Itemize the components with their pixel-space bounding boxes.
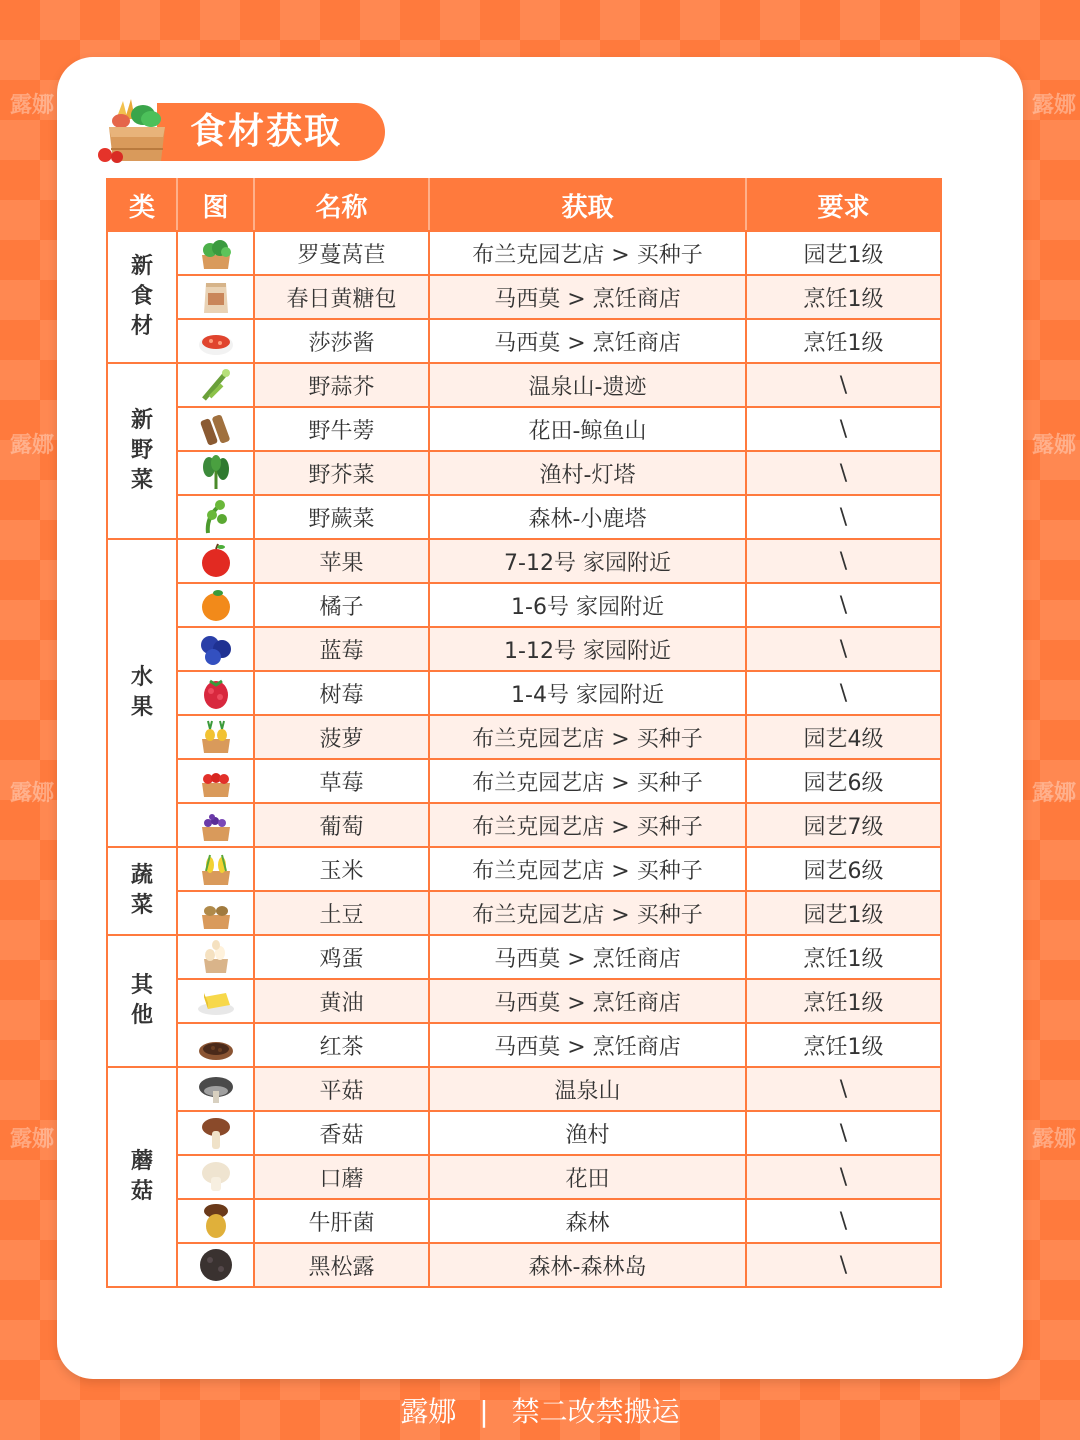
ingredient-image-cell [177,1199,254,1243]
ingredient-requirement: 园艺1级 [746,891,941,935]
ingredient-name: 春日黄糖包 [254,275,429,319]
table-row [107,1155,941,1199]
watermark: 露娜 [10,93,55,118]
salsa-bowl-icon [196,321,236,361]
ingredient-requirement: 园艺4级 [746,715,941,759]
table-row [107,671,941,715]
ingredient-source: 马西莫 > 烹饪商店 [429,1023,746,1067]
table-row [107,1111,941,1155]
ingredient-requirement: \ [746,1067,941,1111]
ingredient-image-cell [177,803,254,847]
ingredient-requirement: 烹饪1级 [746,979,941,1023]
ingredient-name: 橘子 [254,583,429,627]
corn-crate-icon [196,849,236,889]
ingredient-source: 布兰克园艺店 > 买种子 [429,891,746,935]
ingredient-name: 平菇 [254,1067,429,1111]
ingredient-source: 7-12号 家园附近 [429,539,746,583]
ingredient-source: 布兰克园艺店 > 买种子 [429,231,746,275]
ingredient-image-cell [177,979,254,1023]
table-row [107,1199,941,1243]
header-requirement: 要求 [746,179,941,231]
table-row [107,231,941,275]
ingredient-name: 土豆 [254,891,429,935]
sugar-bag-icon [196,277,236,317]
category-cell [107,1067,177,1287]
category-label: 蔬菜 [130,863,153,918]
table-row [107,583,941,627]
ingredient-name: 罗蔓莴苣 [254,231,429,275]
vegetable-basket-icon [95,97,175,167]
ingredient-image-cell [177,1111,254,1155]
ingredient-source: 温泉山 [429,1067,746,1111]
table-row [107,891,941,935]
ingredient-source: 花田 [429,1155,746,1199]
oyster-mushroom-icon [196,1069,236,1109]
table-row [107,1243,941,1287]
ingredient-source: 1-12号 家园附近 [429,627,746,671]
ingredient-image-cell [177,539,254,583]
ingredient-name: 鸡蛋 [254,935,429,979]
ingredient-source: 马西莫 > 烹饪商店 [429,979,746,1023]
fern-icon [196,497,236,537]
grape-crate-icon [196,805,236,845]
ingredient-requirement: \ [746,495,941,539]
table-row [107,363,941,407]
ingredient-source: 森林 [429,1199,746,1243]
ingredient-requirement: 烹饪1级 [746,319,941,363]
strawberry-crate-icon [196,761,236,801]
ingredient-name: 牛肝菌 [254,1199,429,1243]
mustard-greens-icon [196,453,236,493]
table-row [107,319,941,363]
apple-icon [196,541,236,581]
ingredient-requirement: \ [746,627,941,671]
black-truffle-icon [196,1245,236,1285]
ingredient-name: 玉米 [254,847,429,891]
table-row [107,847,941,891]
header-source: 获取 [429,179,746,231]
ingredient-name: 香菇 [254,1111,429,1155]
ingredient-source: 布兰克园艺店 > 买种子 [429,847,746,891]
ingredient-source: 渔村 [429,1111,746,1155]
ingredient-image-cell [177,715,254,759]
ingredient-name: 黄油 [254,979,429,1023]
category-cell [107,231,177,363]
egg-icon [196,937,236,977]
table-row [107,495,941,539]
raspberry-icon [196,673,236,713]
ingredient-name: 树莓 [254,671,429,715]
ingredients-table [106,178,942,1288]
ingredient-requirement: \ [746,1199,941,1243]
ingredient-requirement: \ [746,671,941,715]
ingredient-source: 森林-小鹿塔 [429,495,746,539]
watermark: 露娜 [1032,433,1077,458]
lettuce-crate-icon [196,233,236,273]
ingredient-requirement: 烹饪1级 [746,275,941,319]
ingredient-requirement: \ [746,1155,941,1199]
ingredient-source: 1-6号 家园附近 [429,583,746,627]
table-row [107,539,941,583]
orange-icon [196,585,236,625]
ingredient-requirement: 烹饪1级 [746,935,941,979]
ingredient-image-cell [177,627,254,671]
page-title: 食材获取 [190,111,343,152]
ingredient-name: 苹果 [254,539,429,583]
watermark: 露娜 [10,433,55,458]
category-cell [107,539,177,847]
table-row [107,275,941,319]
table-row [107,979,941,1023]
ingredient-name: 野蕨菜 [254,495,429,539]
table-row [107,935,941,979]
table-row [107,1067,941,1111]
category-label: 其他 [130,973,153,1028]
black-tea-icon [196,1025,236,1065]
table-row [107,803,941,847]
blueberry-icon [196,629,236,669]
shiitake-icon [196,1113,236,1153]
ingredient-name: 口蘑 [254,1155,429,1199]
ingredient-image-cell [177,231,254,275]
ingredient-requirement: \ [746,1111,941,1155]
wild-garlic-icon [196,365,236,405]
ingredient-requirement: 园艺7级 [746,803,941,847]
header-name: 名称 [254,179,429,231]
ingredient-name: 蓝莓 [254,627,429,671]
ingredient-source: 花田-鲸鱼山 [429,407,746,451]
ingredient-image-cell [177,1023,254,1067]
table-row [107,715,941,759]
ingredient-image-cell [177,363,254,407]
ingredient-requirement: 园艺6级 [746,847,941,891]
ingredient-requirement: \ [746,407,941,451]
ingredient-image-cell [177,319,254,363]
ingredient-name: 野蒜芥 [254,363,429,407]
ingredient-requirement: 园艺6级 [746,759,941,803]
ingredient-image-cell [177,495,254,539]
ingredient-requirement: 园艺1级 [746,231,941,275]
watermark: 露娜 [1032,93,1077,118]
ingredient-image-cell [177,759,254,803]
ingredient-image-cell [177,451,254,495]
footer-separator: | [479,1395,489,1428]
ingredient-image-cell [177,1243,254,1287]
ingredient-image-cell [177,583,254,627]
ingredient-source: 马西莫 > 烹饪商店 [429,935,746,979]
table-row [107,451,941,495]
ingredient-name: 菠萝 [254,715,429,759]
ingredient-source: 渔村-灯塔 [429,451,746,495]
ingredient-source: 布兰克园艺店 > 买种子 [429,759,746,803]
category-label: 水果 [130,665,153,720]
watermark: 露娜 [1032,781,1077,806]
ingredient-image-cell [177,1067,254,1111]
ingredient-image-cell [177,671,254,715]
ingredient-requirement: \ [746,539,941,583]
table-header-row [107,179,941,231]
ingredient-name: 红茶 [254,1023,429,1067]
watermark: 露娜 [10,1127,55,1152]
button-mushroom-icon [196,1157,236,1197]
ingredient-source: 马西莫 > 烹饪商店 [429,319,746,363]
ingredient-name: 野牛蒡 [254,407,429,451]
ingredient-image-cell [177,847,254,891]
ingredient-name: 葡萄 [254,803,429,847]
ingredient-source: 森林-森林岛 [429,1243,746,1287]
ingredient-name: 莎莎酱 [254,319,429,363]
porcini-icon [196,1201,236,1241]
footer-author: 露娜 [400,1395,457,1428]
table-row [107,627,941,671]
ingredient-source: 温泉山-遗迹 [429,363,746,407]
ingredient-name: 黑松露 [254,1243,429,1287]
ingredient-source: 1-4号 家园附近 [429,671,746,715]
ingredient-requirement: \ [746,1243,941,1287]
butter-icon [196,981,236,1021]
potato-crate-icon [196,893,236,933]
footer-notice: 禁二改禁搬运 [511,1395,680,1428]
table-row [107,759,941,803]
ingredient-image-cell [177,407,254,451]
ingredient-requirement: 烹饪1级 [746,1023,941,1067]
pineapple-crate-icon [196,717,236,757]
burdock-icon [196,409,236,449]
ingredient-requirement: \ [746,583,941,627]
watermark: 露娜 [1032,1127,1077,1152]
watermark: 露娜 [10,781,55,806]
category-cell [107,935,177,1067]
ingredient-requirement: \ [746,451,941,495]
ingredient-name: 野芥菜 [254,451,429,495]
header-image: 图 [177,179,254,231]
category-cell [107,363,177,539]
title-banner [95,97,395,167]
footer [0,1392,1080,1432]
ingredient-source: 马西莫 > 烹饪商店 [429,275,746,319]
ingredient-image-cell [177,935,254,979]
category-label: 新食材 [130,254,153,339]
ingredient-source: 布兰克园艺店 > 买种子 [429,715,746,759]
ingredient-name: 草莓 [254,759,429,803]
ingredient-image-cell [177,891,254,935]
ingredient-source: 布兰克园艺店 > 买种子 [429,803,746,847]
ingredient-image-cell [177,275,254,319]
table-row [107,407,941,451]
category-label: 蘑菇 [130,1149,153,1204]
table-row [107,1023,941,1067]
category-cell [107,847,177,935]
ingredient-requirement: \ [746,363,941,407]
ingredient-image-cell [177,1155,254,1199]
header-category: 类 [107,179,177,231]
category-label: 新野菜 [130,408,153,493]
